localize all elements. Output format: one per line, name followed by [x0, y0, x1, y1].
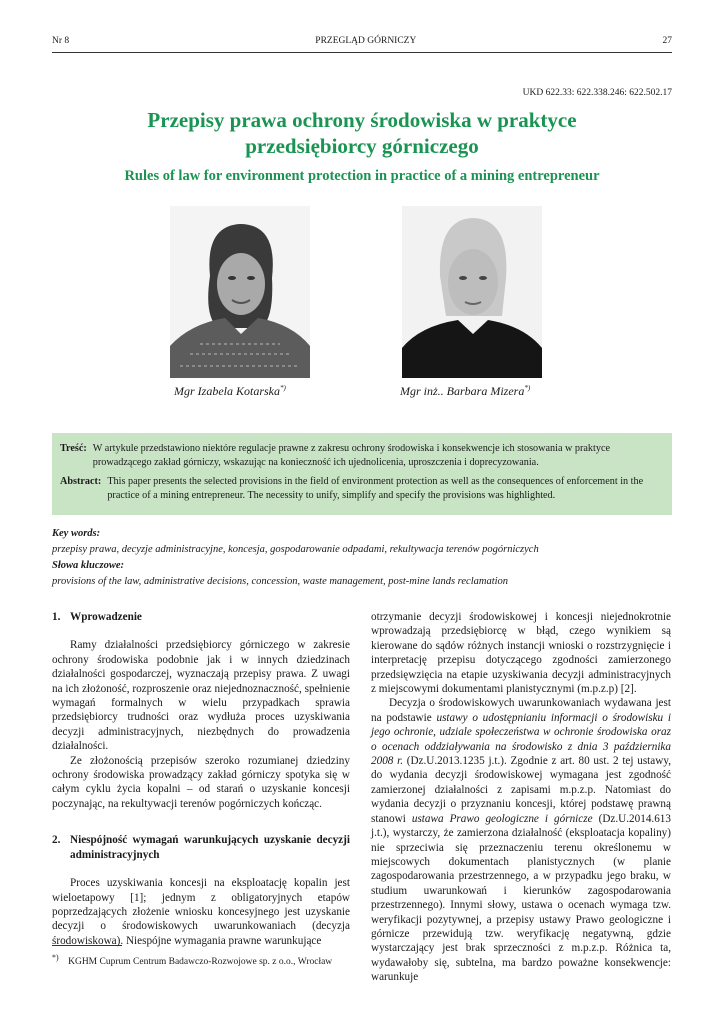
abstract-pl-label: Treść: — [60, 443, 87, 454]
section-2-number: 2. — [52, 834, 61, 847]
left-column — [52, 610, 350, 948]
section-1-title: Wprowadzenie — [70, 611, 142, 623]
article-title-en: Rules of law for environment protection in practice of a mining entrepreneur — [124, 168, 600, 184]
author-name-1: Mgr Izabela Kotarska — [174, 384, 280, 398]
footnote-mark: *) — [52, 953, 59, 962]
section-2-heading — [52, 833, 350, 862]
section-1-number: 1. — [52, 611, 61, 623]
keywords-en-label: Key words: — [52, 528, 101, 539]
abstract-en — [60, 475, 664, 502]
paragraph: Ramy działalności przedsiębiorcy górniczego w zakresie ochrony środowiska podobnie jak i w innych dziedzinach działalności gospodarczej, wyznaczają przepisy prawa. Z uwagi na ich złożoność, rozproszenie oraz niejednoznaczność, spełnienie wymagań formalnych w wielu przypadkach sprawia przedsiębiorcy trudności oraz wydłuża proces uzyskiwania decyzji administracyjnych, niezbędnych do prowadzenia działalności. — [52, 639, 350, 753]
author-mark-1: *) — [280, 384, 286, 392]
abstract-pl — [60, 442, 664, 469]
page-number: 27 — [662, 36, 672, 46]
issue-number: Nr 8 — [52, 36, 70, 46]
author-caption-1 — [174, 384, 286, 399]
running-header — [52, 36, 672, 46]
right-column — [371, 610, 671, 985]
author-mark-2: *) — [524, 384, 531, 392]
footnote — [52, 953, 332, 967]
udk-code: UKD 622.33: 622.338.246: 622.502.17 — [522, 88, 672, 98]
footnote-rule — [52, 945, 122, 946]
paragraph: Ze złożonością przepisów szeroko rozumianej dziedziny ochrony środowiska prowadzący zakład górniczy spotyka się w całym cyklu życia kopalni – od starań o uzyskanie koncesji poczynając, na rekultywacji terenów pogórniczych kończąc. — [52, 754, 350, 810]
journal-name: PRZEGLĄD GÓRNICZY — [315, 36, 417, 46]
title-line-1: Przepisy prawa ochrony środowiska w praktyce — [147, 108, 577, 132]
paragraph: Proces uzyskiwania koncesji na eksploatację kopalin jest wieloetapowy [1]; jednym z obligatoryjnych etapów poprzedzających złożenie wniosku koncesyjnego jest uzyskanie decyzji o środowiskowych uwarunkowaniach (decyzja środowiskowa). Niespójne wymagania prawne warunkujące — [52, 877, 350, 947]
keywords-pl-label: Słowa kluczowe: — [52, 560, 125, 571]
section-2-title: Niespójność wymagań warunkujących uzyskanie decyzji administracyjnych — [70, 834, 350, 861]
abstract-en-text: This paper presents the selected provisions in the field of environment protection as well as the consequences of enforcement in the practice of a mining entrepreneur. The necessity to unify, simplify and specify the provisions was highlighted. — [107, 476, 644, 501]
author-photo-mizera — [402, 206, 542, 378]
paragraph: otrzymanie decyzji środowiskowej i koncesji niejednokrotnie wprowadzają przedsiębiorcę w błąd, czego wynikiem są kierowane do sądów różnych instancji wnioski o rozstrzygnięcie i interpretację przepisu dotyczącego zgodności zamierzonego przedsięwzięcia na etapie uzyskiwania decyzji administracyjnych z miejscowymi dokumentami planistycznymi (m.p.z.p) [2]. — [371, 611, 671, 696]
article-title-pl — [52, 107, 672, 159]
footnote-text: KGHM Cuprum Centrum Badawczo-Rozwojowe sp. z o.o., Wrocław — [68, 957, 333, 968]
author-name-2: Mgr inż.. Barbara Mizera — [400, 384, 525, 398]
author-caption-2 — [400, 384, 530, 399]
paragraph: Decyzja o środowiskowych uwarunkowaniach wydawana jest na podstawie ustawy o udostępnianiu informacji o środowisku i jego ochronie, udziale społeczeństwa w ochronie środowiska oraz o ocenach oddziaływania na środowisko z dnia 3 października 2008 r. (Dz.U.2013.1235 j.t.). Zgodnie z art. 80 ust. 2 tej ustawy, do wydania decyzji środowiskowej wymagana jest zgodność zamierzonej działalności z zapisami m.p.z.p. Natomiast do wydania decyzji o przyznaniu koncesji, której podstawę prawną stanowi ustawa Prawo geologiczne i górnicze (Dz.U.2014.613 j.t.), wystarczy, że zamierzona działalność (eksploatacja kopaliny) nie sprzeciwia się przeznaczeniu terenu określonemu w miejscowych dokumentach planistycznych (w planie zagospodarowania przestrzennego, a w przypadku jego braku, w studium uwarunkowań i kierunków zagospodarowania przestrzennego). Innymi słowy, ustawa o ocenach wymaga tzw. weryfikacji pozytywnej, a przepisy ustawy Prawo geologiczne i górnicze przewidują tzw. weryfikację negatywną, gdzie wystarczający jest brak sprzeczności z m.p.z.p. Różnica ta, wydawałoby się, subtelna, ma bardzo poważne konsekwencje: warunkuje — [371, 697, 672, 984]
law-name-italic: ustawy o udostępnianiu informacji o środowisku i jego ochronie, udziale społeczeństwa w ochronie środowiska oraz o ocenach oddziaływania na środowisko z dnia 3 października 2008 r. — [371, 711, 672, 768]
abstract-pl-text: W artykule przedstawiono niektóre regulacje prawne z zakresu ochrony środowiska i konsekwencje ich stosowania w praktyce prowadzącego zakład górniczy, wskazując na konieczność ich ujednolicenia, uproszczenia i doprecyzowania. — [92, 443, 610, 468]
keywords-pl-text: provisions of the law, administrative decisions, concession, waste management, post-mine lands reclamation — [52, 576, 509, 587]
keywords-en-text: przepisy prawa, decyzje administracyjne, koncesja, gospodarowanie odpadami, rekultywacja terenów pogórniczych — [52, 544, 539, 555]
author-photo-kotarska — [170, 206, 310, 378]
abstract-en-label: Abstract: — [60, 476, 102, 487]
law-name-italic: ustawa Prawo geologiczne i górnicze — [411, 812, 593, 825]
title-line-2: przedsiębiorcy górniczego — [245, 134, 479, 158]
section-1-heading — [52, 610, 350, 624]
header-rule — [52, 52, 672, 53]
abstract-box — [52, 433, 672, 515]
